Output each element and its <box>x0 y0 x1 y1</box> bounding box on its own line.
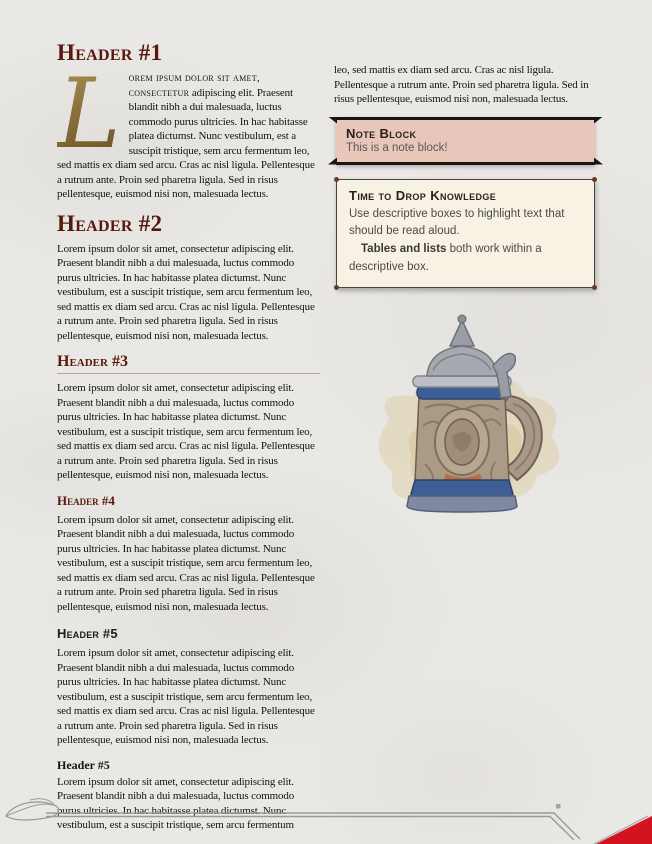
intro-body-text: adipiscing elit. Praesent blandit nibh a dui malesuada, luctus commodo purus ultricies. In hac habitasse platea dictumst. Nunc vestibulum, est a suscipit tristique, sem arcu fermentum leo, sed mattis ex diam sed arcu. Cras ac nisl ligula. Pellentesque a rutrum ante. Proin sed pharetra ligula. Sed in risus pellentesque, euismod nisi non, malesuada lectus. <box>57 86 315 201</box>
descriptive-box-line1: Use descriptive boxes to highlight text that should be read aloud. <box>349 207 565 238</box>
note-block <box>336 117 595 165</box>
descriptive-box-line2 <box>349 241 582 277</box>
corner-dot-ornament <box>592 177 597 182</box>
note-corner-ornament <box>328 158 337 165</box>
section-paragraph: Lorem ipsum dolor sit amet, consectetur adipiscing elit. Praesent blandit nibh a dui malesuada, luctus commodo purus ultricies. In hac habitasse platea dictumst. Nunc vestibulum, est a suscipit tristique, sem arcu fermentum leo, sed mattis ex diam sed arcu. Cras ac nisl ligula. Pellentesque a rutrum ante. Proin sed pharetra ligula. Sed in risus pellentesque, euismod nisi non, malesuada lectus. <box>57 513 315 613</box>
section-paragraph: Lorem ipsum dolor sit amet, consectetur adipiscing elit. Praesent blandit nibh a dui malesuada, luctus commodo purus ultricies. In hac habitasse platea dictumst. Nunc vestibulum, est a suscipit tristique, sem arcu fermentum leo, sed mattis ex diam sed arcu. Cras ac nisl ligula. Pellentesque a rutrum ante. Proin sed pharetra ligula. Sed in risus pellentesque, euismod nisi non, malesuada lectus. <box>57 647 315 747</box>
stein-illustration <box>334 304 597 524</box>
section-heading-1: Header #1 <box>57 40 163 65</box>
section-heading-3: Header #3 <box>57 353 320 374</box>
corner-dot-ornament <box>334 285 339 290</box>
section-heading-5b: Header #5 <box>57 757 110 772</box>
note-block-body: This is a note block! <box>346 141 448 154</box>
corner-dot-ornament <box>334 177 339 182</box>
footer-square-accent <box>556 804 561 809</box>
footer-ornament <box>0 792 652 844</box>
section-paragraph: Lorem ipsum dolor sit amet, consectetur adipiscing elit. Praesent blandit nibh a dui malesuada, luctus commodo purus ultricies. In hac habitasse platea dictumst. Nunc vestibulum, est a suscipit tristique, sem arcu fermentum leo, sed mattis ex diam sed arcu. Cras ac nisl ligula. Pellentesque a rutrum ante. Proin sed pharetra ligula. Sed in risus pellentesque, euismod nisi non, malesuada lectus. <box>57 242 315 342</box>
note-corner-ornament <box>594 117 603 124</box>
note-corner-ornament <box>594 158 603 165</box>
section-heading-5: Header #5 <box>57 626 118 642</box>
red-corner-triangle <box>596 816 652 844</box>
note-block-title: Note Block <box>346 125 417 141</box>
drop-cap-letter: L <box>57 71 129 153</box>
section-heading-4: Header #4 <box>57 492 115 508</box>
descriptive-box-title: Time to Drop Knowledge <box>349 187 497 203</box>
continuation-paragraph: leo, sed mattis ex diam sed arcu. Cras ac nisl ligula. Pellentesque a rutrum ante. Proin sed pharetra ligula. Sed in risus pellentesque, euismod nisi non, malesuada lectus. <box>334 64 589 105</box>
descriptive-box-line2-bold: Tables and lists <box>361 243 447 256</box>
descriptive-box <box>336 179 595 288</box>
section-heading-2: Header #2 <box>57 210 163 236</box>
intro-paragraph <box>57 58 320 202</box>
corner-dot-ornament <box>592 285 597 290</box>
right-column <box>334 63 597 524</box>
intro-lead-smallcaps: orem ipsum dolor sit amet, consectetur <box>128 72 260 99</box>
note-corner-ornament <box>328 117 337 124</box>
beer-stein-image <box>341 304 591 519</box>
section-paragraph-truncated: Lorem ipsum dolor sit amet, consectetur adipiscing elit. Praesent blandit nibh a dui malesuada, luctus commodo purus ultricies. In hac habitasse platea dictumst. Nunc vestibulum, est a suscipit tristique, sem arcu fermentum <box>57 775 295 832</box>
descriptive-box-line2-rest: both work within a descriptive box. <box>349 243 542 273</box>
section-paragraph: Lorem ipsum dolor sit amet, consectetur adipiscing elit. Praesent blandit nibh a dui malesuada, luctus commodo purus ultricies. In hac habitasse platea dictumst. Nunc vestibulum, est a suscipit tristique, sem arcu fermentum leo, sed mattis ex diam sed arcu. Cras ac nisl ligula. Pellentesque a rutrum ante. Proin sed pharetra ligula. Sed in risus pellentesque, euismod nisi non, malesuada lectus. <box>57 382 315 482</box>
left-column <box>57 41 320 842</box>
